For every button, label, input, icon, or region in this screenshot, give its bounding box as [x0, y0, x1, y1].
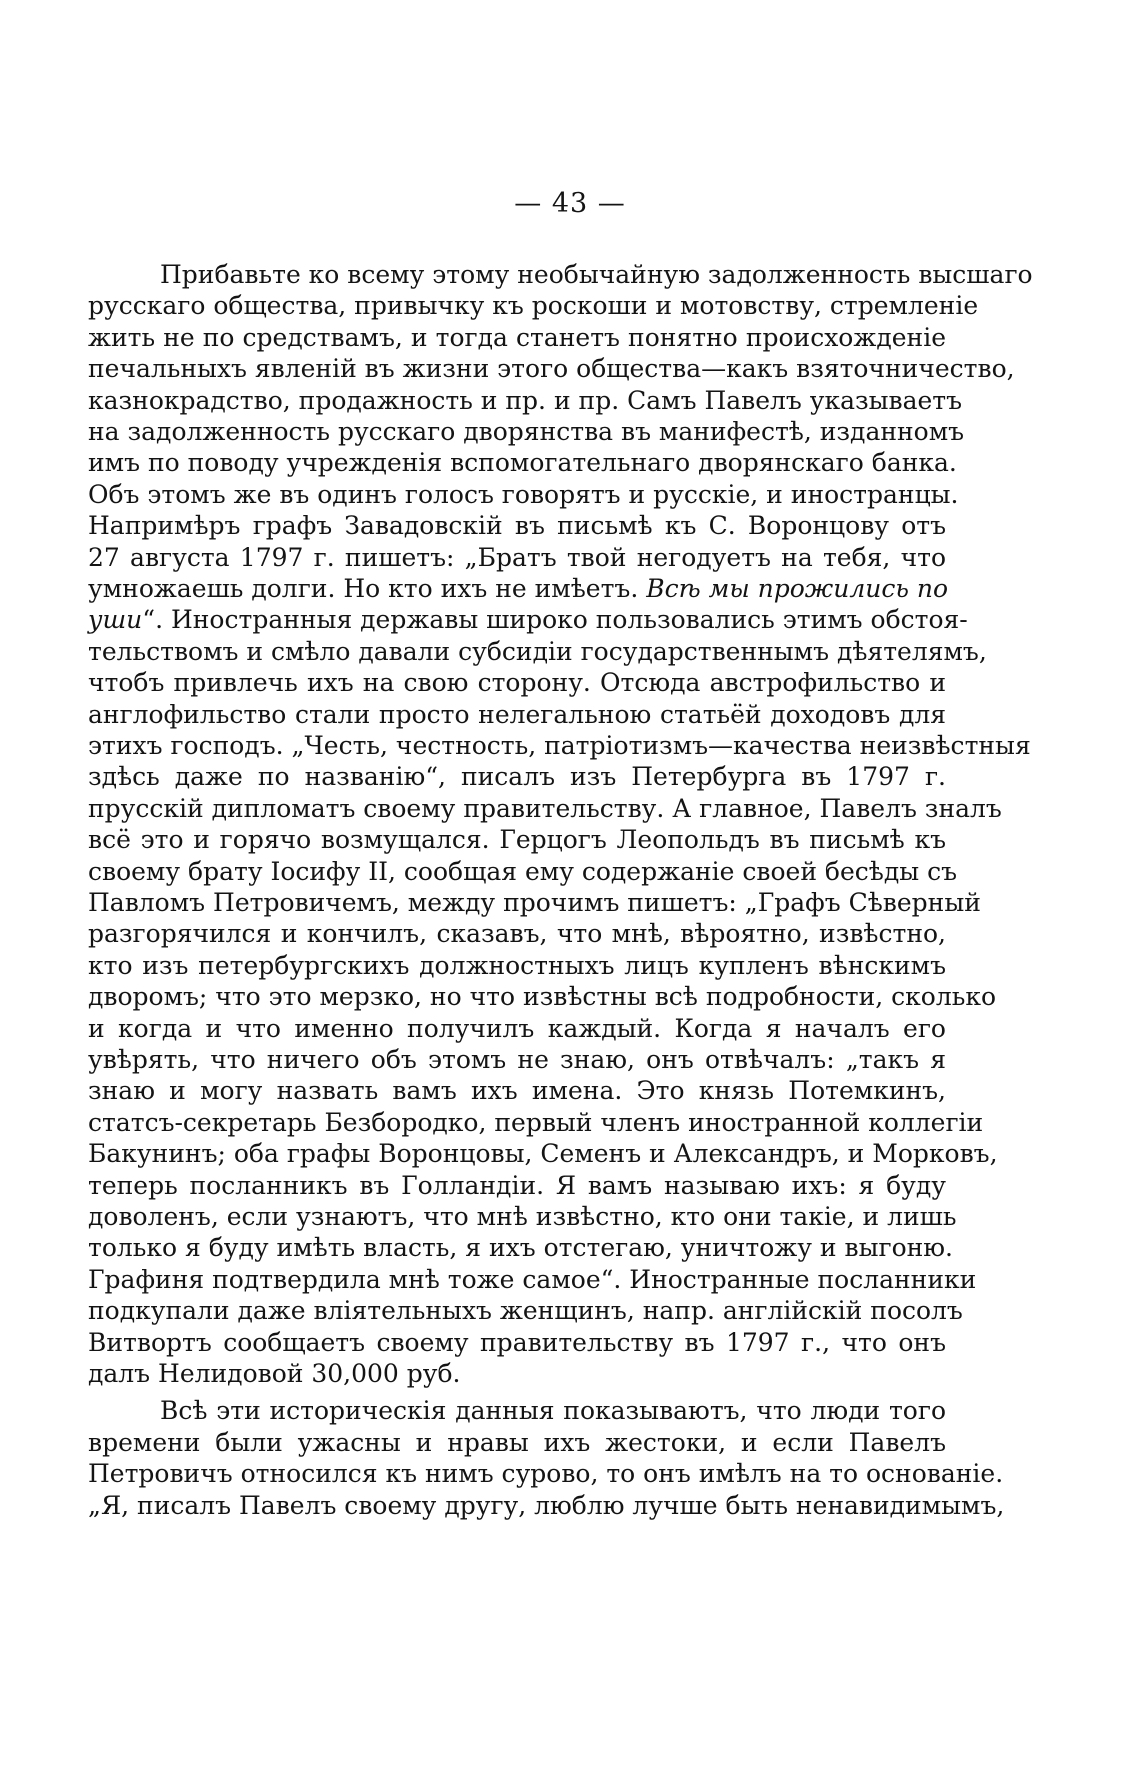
text-line: своему брату Іосифу II, сообщая ему содержаніе своей бесѣды съ	[88, 856, 957, 886]
text-line: этихъ господъ. „Честь, честность, патріотизмъ—качества неизвѣстныя	[88, 731, 1031, 760]
text-line: доволенъ, если узнаютъ, что мнѣ извѣстно, кто они такіе, и лишь	[88, 1202, 957, 1231]
text-line: уши“. Иностранныя державы широко пользовались этимъ обстоя-	[88, 605, 968, 635]
text-line: подкупали даже вліятельныхъ женщинъ, напр. англійскій посолъ	[88, 1296, 963, 1326]
text-line: жить не по средствамъ, и тогда станетъ понятно происхожденіе	[88, 322, 946, 352]
text-line: увѣрять, что ничего объ этомъ не знаю, онъ отвѣчалъ: „такъ я	[88, 1045, 946, 1074]
text-line: и когда и что именно получилъ каждый. Когда я началъ его	[88, 1013, 946, 1043]
text-line: кто изъ петербургскихъ должностныхъ лицъ купленъ вѣнскимъ	[88, 950, 946, 980]
text-line: Петровичъ относился къ нимъ сурово, то онъ имѣлъ на то основаніе.	[88, 1459, 1004, 1489]
text-line: дворомъ; что это мерзко, но что извѣстны всѣ подробности, сколько	[88, 982, 996, 1012]
text-line: на задолженность русскаго дворянства въ манифестѣ, изданномъ	[88, 417, 965, 446]
text-line: Прибавьте ко всему этому необычайную задолженность высшаго	[160, 260, 1033, 289]
text-line: русскаго общества, привычку къ роскоши и мотовству, стремленіе	[88, 291, 979, 321]
text-line: только я буду имѣть власть, я ихъ отстегаю, уничтожу и выгоню.	[88, 1233, 954, 1263]
text-line: Объ этомъ же въ одинъ голосъ говорятъ и русскіе, и иностранцы.	[88, 479, 959, 509]
text-line: имъ по поводу учрежденія вспомогательнаго дворянскаго банка.	[88, 448, 957, 478]
text-line: теперь посланникъ въ Голландіи. Я вамъ называю ихъ: я буду	[88, 1170, 946, 1200]
text-line-italic: уши	[88, 605, 143, 635]
text-line: „Я, писалъ Павелъ своему другу, люблю лучше быть ненавидимымъ,	[88, 1490, 1005, 1520]
text-line: Павломъ Петровичемъ, между прочимъ пишетъ: „Графъ Сѣверный	[88, 888, 981, 917]
text-line: казнокрадство, продажность и пр. и пр. Самъ Павелъ указываетъ	[88, 385, 963, 415]
text-line: печальныхъ явленій въ жизни этого общества—какъ взяточничество,	[88, 354, 1015, 384]
text-line: времени были ужасны и нравы ихъ жестоки, и если Павелъ	[88, 1427, 946, 1457]
text-line: чтобъ привлечь ихъ на свою сторону. Отсюда австрофильство и	[88, 668, 946, 698]
text-line-italic: Всѣ мы прожились по	[646, 574, 949, 603]
text-line: Бакунинъ; оба графы Воронцовы, Семенъ и Александръ, и Морковъ,	[88, 1139, 998, 1169]
text-line: разгорячился и кончилъ, сказавъ, что мнѣ, вѣроятно, извѣстно,	[88, 919, 946, 949]
text-line-roman: умножаешь долги. Но кто ихъ не имѣетъ.	[88, 574, 639, 603]
text-line: 27 августа 1797 г. пишетъ: „Братъ твой негодуетъ на тебя, что	[88, 542, 946, 572]
text-line	[88, 572, 949, 606]
text-line: здѣсь даже по названію“, писалъ изъ Петербурга въ 1797 г.	[88, 762, 946, 792]
text-line: статсъ-секретарь Безбородко, первый членъ иностранной коллегіи	[88, 1107, 984, 1137]
page-number: — 43 —	[514, 188, 626, 219]
text-line: всё это и горячо возмущался. Герцогъ Леопольдъ въ письмѣ къ	[88, 825, 946, 855]
text-line: Витвортъ сообщаетъ своему правительству въ 1797 г., что онъ	[88, 1327, 946, 1357]
text-line: знаю и могу назвать вамъ ихъ имена. Это князь Потемкинъ,	[88, 1076, 946, 1106]
text-line: Всѣ эти историческія данныя показываютъ, что люди того	[160, 1396, 946, 1426]
text-line: Напримѣръ графъ Завадовскій въ письмѣ къ С. Воронцову отъ	[88, 511, 946, 541]
text-line: прусскій дипломатъ своему правительству. А главное, Павелъ зналъ	[88, 793, 1002, 823]
text-line: Графиня подтвердила мнѣ тоже самое“. Иностранные посланники	[88, 1264, 977, 1294]
text-line: далъ Нелидовой 30,000 руб.	[88, 1359, 461, 1388]
text-line: англофильство стали просто нелегальною статьёй доходовъ для	[88, 699, 946, 729]
text-line: тельствомъ и смѣло давали субсидіи государственнымъ дѣятелямъ,	[88, 636, 987, 666]
